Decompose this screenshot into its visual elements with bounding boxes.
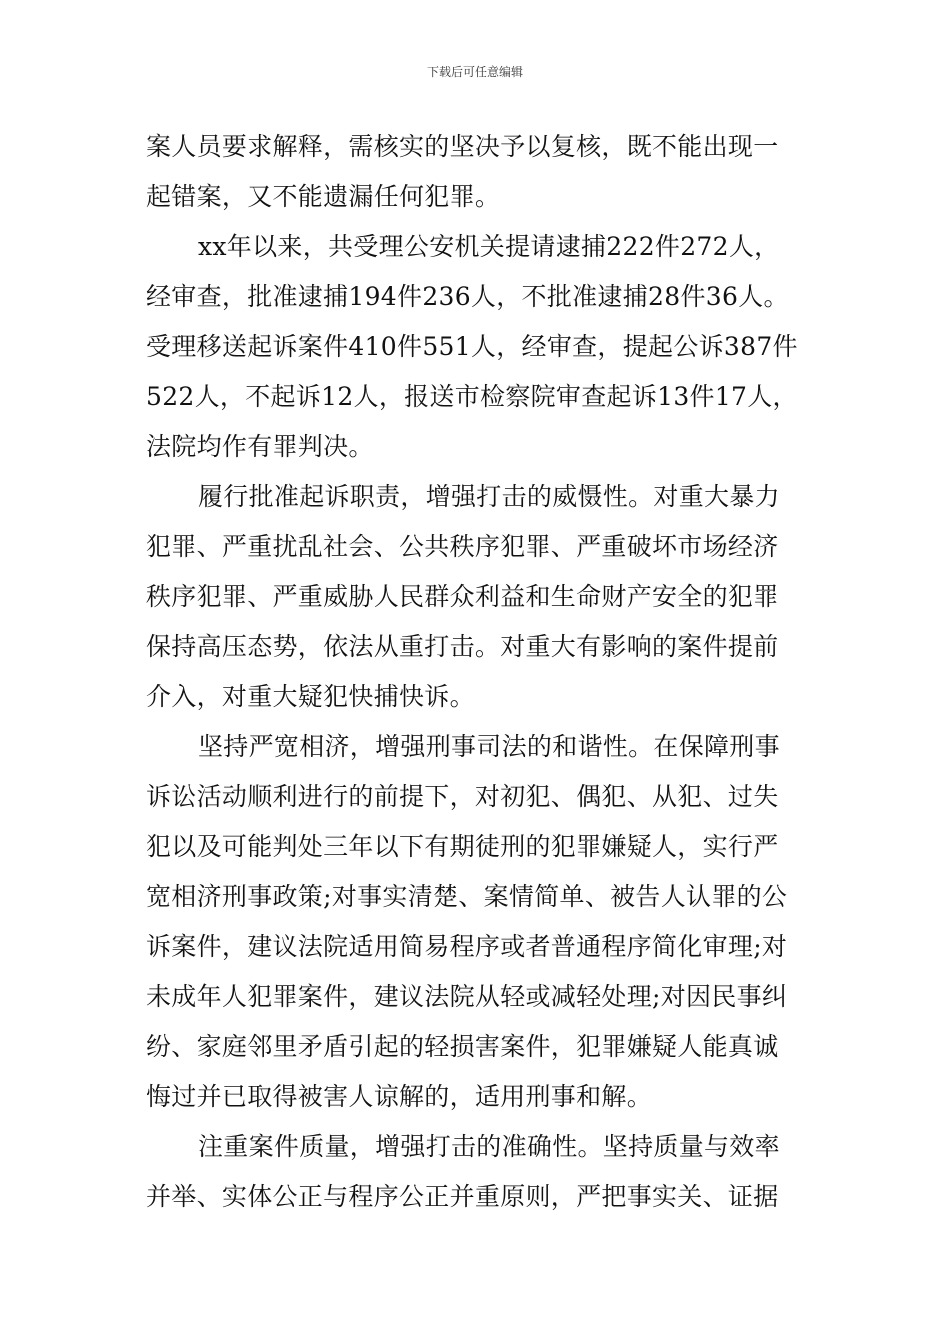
text-line: 犯以及可能判处三年以下有期徒刑的犯罪嫌疑人，实行严: [146, 832, 779, 861]
text-line: 受理移送起诉案件410件551人，经审查，提起公诉387件: [146, 332, 798, 361]
text-line: 悔过并已取得被害人谅解的，适用刑事和解。: [146, 1082, 653, 1111]
paragraph-2: [146, 222, 808, 472]
text-line: 纷、家庭邻里矛盾引起的轻损害案件，犯罪嫌疑人能真诚: [146, 1032, 779, 1061]
paragraph-4: [146, 722, 808, 1122]
text-line: 秩序犯罪、严重威胁人民群众利益和生命财产安全的犯罪: [146, 582, 779, 611]
text-line: 法院均作有罪判决。: [146, 432, 374, 461]
text-line: 诉案件，建议法院适用简易程序或者普通程序简化审理;对: [146, 932, 788, 961]
text-line: 诉讼活动顺利进行的前提下，对初犯、偶犯、从犯、过失: [146, 782, 779, 811]
text-line: 经审查，批准逮捕194件236人，不批准逮捕28件36人。: [146, 282, 789, 311]
page-header: 下载后可任意编辑: [426, 65, 523, 79]
text-line: 522人，不起诉12人，报送市检察院审查起诉13件17人，: [146, 382, 798, 411]
text-line: 坚持严宽相济，增强刑事司法的和谐性。在保障刑事: [198, 732, 780, 761]
document-body: [146, 122, 808, 1222]
text-line: 介入，对重大疑犯快捕快诉。: [146, 682, 475, 711]
text-line: 并举、实体公正与程序公正并重原则，严把事实关、证据: [146, 1182, 779, 1211]
text-line: 宽相济刑事政策;对事实清楚、案情简单、被告人认罪的公: [146, 882, 788, 911]
paragraph-5: [146, 1122, 808, 1222]
text-line: 履行批准起诉职责，增强打击的威慑性。对重大暴力: [198, 482, 780, 511]
text-line: 起错案，又不能遗漏任何犯罪。: [146, 182, 501, 211]
text-line: xx年以来，共受理公安机关提请逮捕222件272人，: [198, 232, 780, 261]
text-line: 案人员要求解释，需核实的坚决予以复核，既不能出现一: [146, 132, 779, 161]
paragraph-3: [146, 472, 808, 722]
text-line: 未成年人犯罪案件，建议法院从轻或减轻处理;对因民事纠: [146, 982, 788, 1011]
text-line: 保持高压态势，依法从重打击。对重大有影响的案件提前: [146, 632, 779, 661]
paragraph-1: [146, 122, 808, 222]
text-line: 注重案件质量，增强打击的准确性。坚持质量与效率: [198, 1132, 780, 1161]
text-line: 犯罪、严重扰乱社会、公共秩序犯罪、严重破坏市场经济: [146, 532, 779, 561]
